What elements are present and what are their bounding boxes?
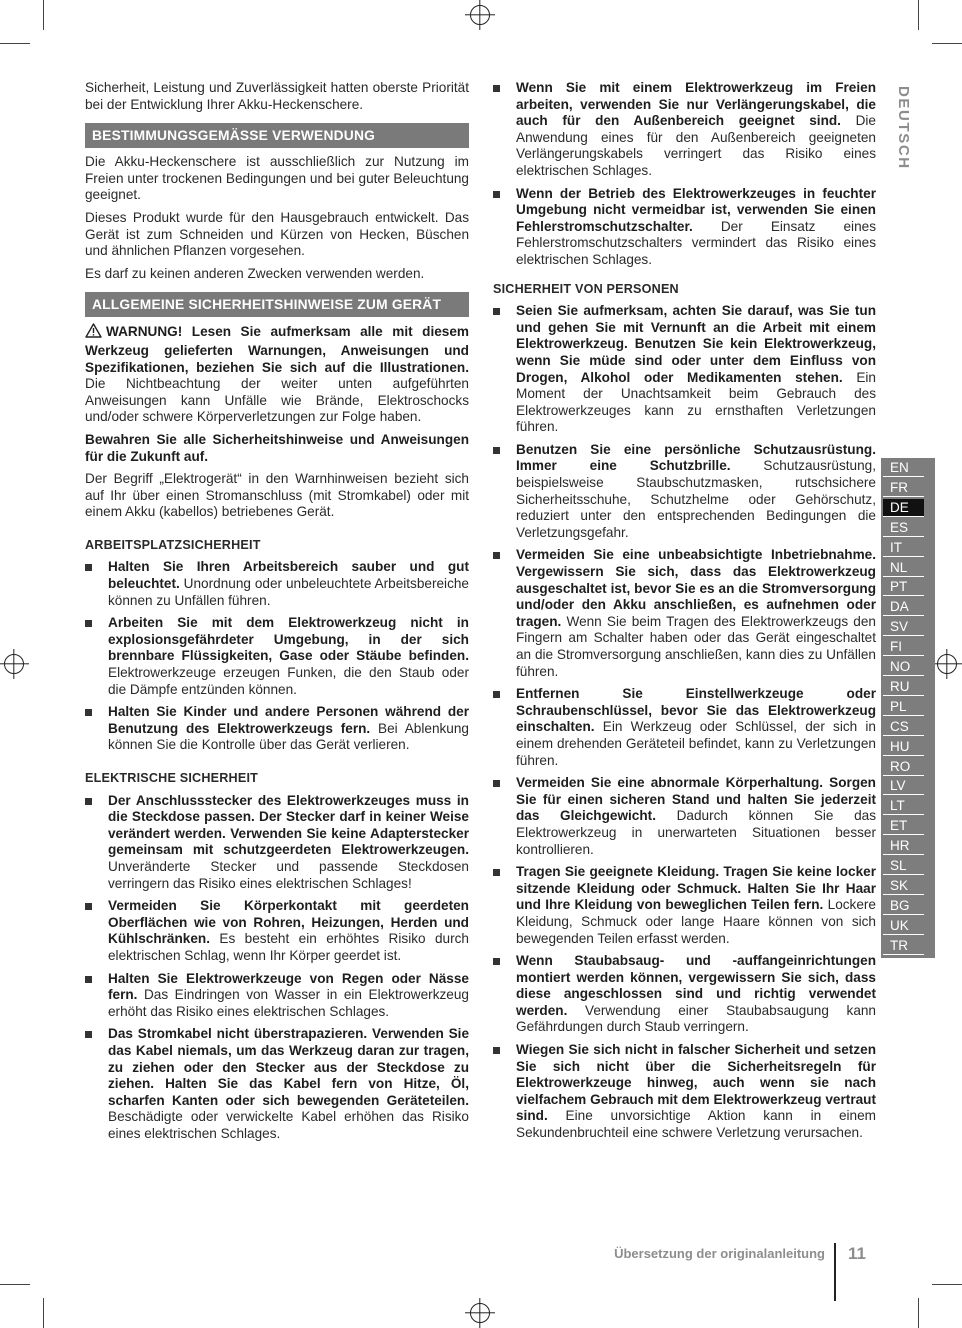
electrical-list xyxy=(85,793,469,1143)
item-text: Bei Ablenkung können Sie die Kontrolle über das Gerät verlieren. xyxy=(108,720,469,753)
bullet-icon xyxy=(493,1047,500,1054)
bullet-icon xyxy=(85,620,92,627)
language-tab-nl[interactable]: NL xyxy=(883,559,924,577)
registration-mark-icon xyxy=(937,654,957,674)
item-bold: Halten Sie Kinder und andere Personen während der Benutzung des Elektrowerkzeugs fern. xyxy=(108,704,469,736)
list-item xyxy=(85,1026,469,1142)
item-text: Beschädigte oder verwickelte Kabel erhöhen das Risiko eines elektrischen Schlages. xyxy=(108,1109,469,1141)
paragraph: Dieses Produkt wurde für den Hausgebrauch entwickelt. Das Gerät ist zum Schneiden und Kürzen von Hecken, Büschen und ähnlichen Pflanzen vorgesehen. xyxy=(85,209,469,259)
left-column xyxy=(85,80,469,1148)
language-tab-uk[interactable]: UK xyxy=(883,917,924,935)
language-tab-sk[interactable]: SK xyxy=(883,877,924,895)
list-item xyxy=(493,547,876,680)
item-text: Ein Werkzeug oder Schlüssel, der sich in einem drehenden Geräteteil befindet, kann zu Verletzungen führen. xyxy=(516,719,876,768)
workplace-list xyxy=(85,559,469,754)
language-tab-it[interactable]: IT xyxy=(883,539,924,557)
crop-mark xyxy=(0,43,30,44)
item-bold: Wenn Staubabsaug- und -auffangeinrichtungen montiert werden können, vergewissern Sie sich, dass diese angeschlossen sind und richtig verwendet werden. xyxy=(516,953,876,1018)
paragraph: Die Akku-Heckenschere ist ausschließlich zur Nutzung im Freien unter trockenen Bedingungen und bei guter Beleuchtung geeignet. xyxy=(85,154,469,203)
language-tab-pt[interactable]: PT xyxy=(883,578,924,596)
list-item xyxy=(493,864,876,947)
language-tab-sl[interactable]: SL xyxy=(883,857,924,875)
language-tab-ru[interactable]: RU xyxy=(883,678,924,696)
language-tab-fi[interactable]: FI xyxy=(883,638,924,656)
language-tab-es[interactable]: ES xyxy=(883,519,924,537)
item-text: Verwendung einer Staubabsaugung kann Gefährdungen durch Staub verringern. xyxy=(516,1002,876,1035)
list-item xyxy=(493,953,876,1036)
language-tab-ro[interactable]: RO xyxy=(883,758,924,776)
bullet-icon xyxy=(493,85,500,92)
item-bold: Der Anschlussstecker des Elektrowerkzeuges muss in die Steckdose passen. Der Stecker darf in keiner Weise verändert werden. Verwenden Sie keine Adapterstecker gemeinsam mit schutzgeerdeten Elektrowerkzeugen. xyxy=(108,792,469,858)
item-text: Der Einsatz eines Fehlerstromschutzschalters vermindert das Risiko eines elektrischen Schlages. xyxy=(516,218,876,267)
bullet-icon xyxy=(85,903,92,910)
registration-mark-icon xyxy=(470,5,490,25)
bullet-icon xyxy=(85,1031,92,1038)
crop-mark xyxy=(932,1284,962,1285)
crop-mark xyxy=(918,0,919,30)
section-header-general-safety: ALLGEMEINE SICHERHEITSHINWEISE ZUM GERÄT xyxy=(85,292,469,317)
item-text: Unveränderte Stecker und passende Steckdosen verringern das Risiko eines elektrischen Schlages! xyxy=(108,858,469,891)
item-bold: Seien Sie aufmerksam, achten Sie darauf, was Sie tun und gehen Sie mit Vernunft an die Arbeit mit einem Elektrowerkzeug. Benutzen Sie kein Elektrowerkzeug, wenn Sie müde sind oder unter dem Einfluss von Drogen, Alkohol oder Medikamenten stehen. xyxy=(516,303,876,385)
language-tab-fr[interactable]: FR xyxy=(883,479,924,497)
language-tab-tr[interactable]: TR xyxy=(883,937,924,955)
warning-text: Die Nichtbeachtung der weiter unten aufgeführten Anweisungen kann Unfälle wie Brände, Elektroschocks und/oder schwere Körperverletzungen zur Folge haben. xyxy=(85,376,469,425)
subheading-workplace-safety: ARBEITSPLATZSICHERHEIT xyxy=(85,537,261,552)
language-tab-lv[interactable]: LV xyxy=(883,777,924,795)
list-item xyxy=(493,186,876,269)
list-item xyxy=(493,303,876,436)
footer-translation-note: Übersetzung der originalanleitung xyxy=(614,1246,825,1261)
item-text: Lockere Kleidung, Schmuck oder lange Haare können von sich bewegenden Teilen erfasst werden. xyxy=(516,897,876,946)
language-tab-hu[interactable]: HU xyxy=(883,738,924,756)
warning-triangle-icon xyxy=(85,323,102,343)
item-text: Das Eindringen von Wasser in ein Elektrowerkzeug erhöht das Risiko eines elektrischen Schlages. xyxy=(108,987,469,1019)
crop-mark xyxy=(918,1298,919,1328)
item-bold: Vermeiden Sie Körperkontakt mit geerdeten Oberflächen wie von Rohren, Heizungen, Herden und Kühlschränken. xyxy=(108,898,469,947)
warning-paragraph xyxy=(85,323,469,426)
item-text: Es besteht ein erhöhtes Risiko durch elektrischen Schlag, wenn Ihr Körper geerdet ist. xyxy=(108,931,469,963)
item-bold: Wenn Sie mit einem Elektrowerkzeug im Freien arbeiten, verwenden Sie nur Verlängerungskabel, die auch für den Außenbereich geeignet sind. xyxy=(516,80,876,129)
language-tab-no[interactable]: NO xyxy=(883,658,924,676)
item-bold: Vermeiden Sie eine abnormale Körperhaltung. Sorgen Sie für einen sicheren Stand und halten Sie jederzeit das Gleichgewicht. xyxy=(516,775,876,824)
language-tab-lt[interactable]: LT xyxy=(883,797,924,815)
bullet-icon xyxy=(493,780,500,787)
language-tab-en[interactable]: EN xyxy=(883,459,924,477)
item-text: Elektrowerkzeuge erzeugen Funken, die den Staub oder die Dämpfe entzünden können. xyxy=(108,665,469,697)
item-bold: Arbeiten Sie mit dem Elektrowerkzeug nicht in explosionsgefährdeter Umgebung, in der sich brennbare Flüssigkeiten, Gase oder Stäube befinden. xyxy=(108,615,469,664)
list-item xyxy=(493,442,876,542)
subheading-personal-safety: SICHERHEIT VON PERSONEN xyxy=(493,281,679,296)
item-bold: Das Stromkabel nicht überstrapazieren. Verwenden Sie das Kabel niemals, um das Werkzeug daran zur tragen, zu ziehen oder den Stecker aus der Steckdose zu ziehen. Halten Sie das Kabel fern von Hitze, Öl, scharfen Kanten oder sich bewegenden Geräteteilen. xyxy=(108,1026,469,1108)
registration-mark-icon xyxy=(470,1303,490,1323)
bullet-icon xyxy=(493,958,500,965)
list-item xyxy=(493,1042,876,1142)
registration-mark-icon xyxy=(4,654,24,674)
bullet-icon xyxy=(85,709,92,716)
section-header-intended-use: BESTIMMUNGSGEMÄSSE VERWENDUNG xyxy=(85,123,469,148)
language-tab-bg[interactable]: BG xyxy=(883,897,924,915)
language-tab-sv[interactable]: SV xyxy=(883,618,924,636)
electrical-list-continued xyxy=(493,80,876,269)
bullet-icon xyxy=(493,869,500,876)
crop-mark xyxy=(43,1298,44,1328)
side-language-label xyxy=(893,86,913,176)
crop-mark xyxy=(43,0,44,30)
side-language-text: DEUTSCH xyxy=(895,86,912,170)
item-text: Eine unvorsichtige Aktion kann in einem Sekundenbruchteil eine schwere Verletzung verursachen. xyxy=(516,1108,876,1141)
bullet-icon xyxy=(493,691,500,698)
crop-mark xyxy=(0,1284,30,1285)
keep-instructions xyxy=(85,432,469,465)
language-tab-pl[interactable]: PL xyxy=(883,698,924,716)
language-tab-et[interactable]: ET xyxy=(883,817,924,835)
subheading-electrical-safety: ELEKTRISCHE SICHERHEIT xyxy=(85,771,259,785)
list-item xyxy=(85,971,469,1021)
personal-safety-list xyxy=(493,303,876,1142)
list-item xyxy=(493,775,876,858)
language-tab-da[interactable]: DA xyxy=(883,598,924,616)
language-tab-de[interactable]: DE xyxy=(883,499,924,517)
item-text: Die Anwendung eines für den Außenbereich geeigneten Verlängerungskabels verringert das Risiko eines elektrischen Schlages. xyxy=(516,113,876,178)
item-bold: Wenn der Betrieb des Elektrowerkzeuges in feuchter Umgebung nicht vermeidbar ist, verwenden Sie einen Fehlerstromschutzschalter. xyxy=(516,185,876,234)
intro-paragraph: Sicherheit, Leistung und Zuverlässigkeit hatten oberste Priorität bei der Entwicklung Ihrer Akku-Heckenschere. xyxy=(85,80,469,112)
item-text: Schutzausrüstung, beispielsweise Staubschutzmasken, rutschsichere Sicherheitsschuhe, Schutzhelme oder Gehörschutz, reduziert unter den entsprechenden Bedingungen die Verletzungsgefahr. xyxy=(516,458,877,540)
bullet-icon xyxy=(85,798,92,805)
bullet-icon xyxy=(493,552,500,559)
item-bold: Entfernen Sie Einstellwerkzeuge oder Schraubenschlüssel, bevor Sie das Elektrowerkzeug einschalten. xyxy=(516,686,876,735)
list-item xyxy=(85,898,469,964)
list-item xyxy=(493,80,876,180)
item-text: Ein Moment der Unachtsamkeit beim Gebrauch des Elektrowerkzeuges kann zu ernsthaften Verletzungen führen. xyxy=(516,369,876,435)
bullet-icon xyxy=(85,976,92,983)
term-paragraph: Der Begriff „Elektrogerät“ in den Warnhinweisen bezieht sich auf Ihr über einen Stromanschluss (mit Stromkabel) oder mit einem Akku (kabellos) betriebenes Gerät. xyxy=(85,471,469,520)
list-item xyxy=(85,559,469,609)
item-bold: Halten Sie Ihren Arbeitsbereich sauber und gut beleuchtet. xyxy=(108,559,469,592)
footer-divider xyxy=(834,1243,836,1301)
item-text: Dadurch können Sie das Elektrowerkzeug in unerwarteten Situationen besser kontrollieren. xyxy=(516,808,876,857)
bullet-icon xyxy=(493,191,500,198)
item-bold: Vermeiden Sie eine unbeabsichtigte Inbetriebnahme. Vergewissern Sie sich, dass das Elektrowerkzeug ausgeschaltet ist, bevor Sie es an die Stromversorgung und/oder den Akku anschließen, es aufnehmen oder tragen. xyxy=(516,547,876,629)
bullet-icon xyxy=(493,447,500,454)
crop-mark xyxy=(932,43,962,44)
item-text: Wenn Sie beim Tragen des Elektrowerkzeugs den Fingern am Schalter haben oder das Gerät eingeschaltet an die Stromversorgung anschließen, kann dies zu Unfällen führen. xyxy=(516,613,876,679)
keep-bold: Bewahren Sie alle Sicherheitshinweise und Anweisungen für die Zukunft auf. xyxy=(85,431,469,464)
paragraph: Es darf zu keinen anderen Zwecken verwenden werden. xyxy=(85,265,425,281)
language-tab-hr[interactable]: HR xyxy=(883,837,924,855)
item-bold: Tragen Sie geeignete Kleidung. Tragen Sie keine locker sitzende Kleidung oder Schmuck. Halten Sie Ihr Haar und Ihre Kleidung von beweglichen Teilen fern. xyxy=(516,864,876,913)
item-bold: Benutzen Sie eine persönliche Schutzausrüstung. Immer eine Schutzbrille. xyxy=(516,441,876,474)
bullet-icon xyxy=(493,308,500,315)
bullet-icon xyxy=(85,564,92,571)
list-item xyxy=(85,615,469,698)
list-item xyxy=(85,704,469,754)
list-item xyxy=(85,793,469,893)
page-number: 11 xyxy=(848,1244,866,1263)
item-bold: Halten Sie Elektrowerkzeuge von Regen oder Nässe fern. xyxy=(108,970,469,1003)
item-bold: Wiegen Sie sich nicht in falscher Sicherheit und setzen Sie sich nicht über die Sicherheitsregeln für Elektrowerkzeuge hinweg, auch wenn sie nach vielfachem Gebrauch mit dem Elektrowerkzeug vertraut sind. xyxy=(516,1042,876,1124)
item-text: Unordnung oder unbeleuchtete Arbeitsbereiche können zu Unfällen führen. xyxy=(108,576,469,608)
language-tab-cs[interactable]: CS xyxy=(883,718,924,736)
right-column xyxy=(493,80,876,1148)
warning-bold: WARNUNG! Lesen Sie aufmerksam alle mit diesem Werkzeug gelieferten Warnungen, Anweisungen und Spezifikationen, beziehen Sie sich auf die Illustrationen. xyxy=(85,324,469,375)
list-item xyxy=(493,686,876,769)
